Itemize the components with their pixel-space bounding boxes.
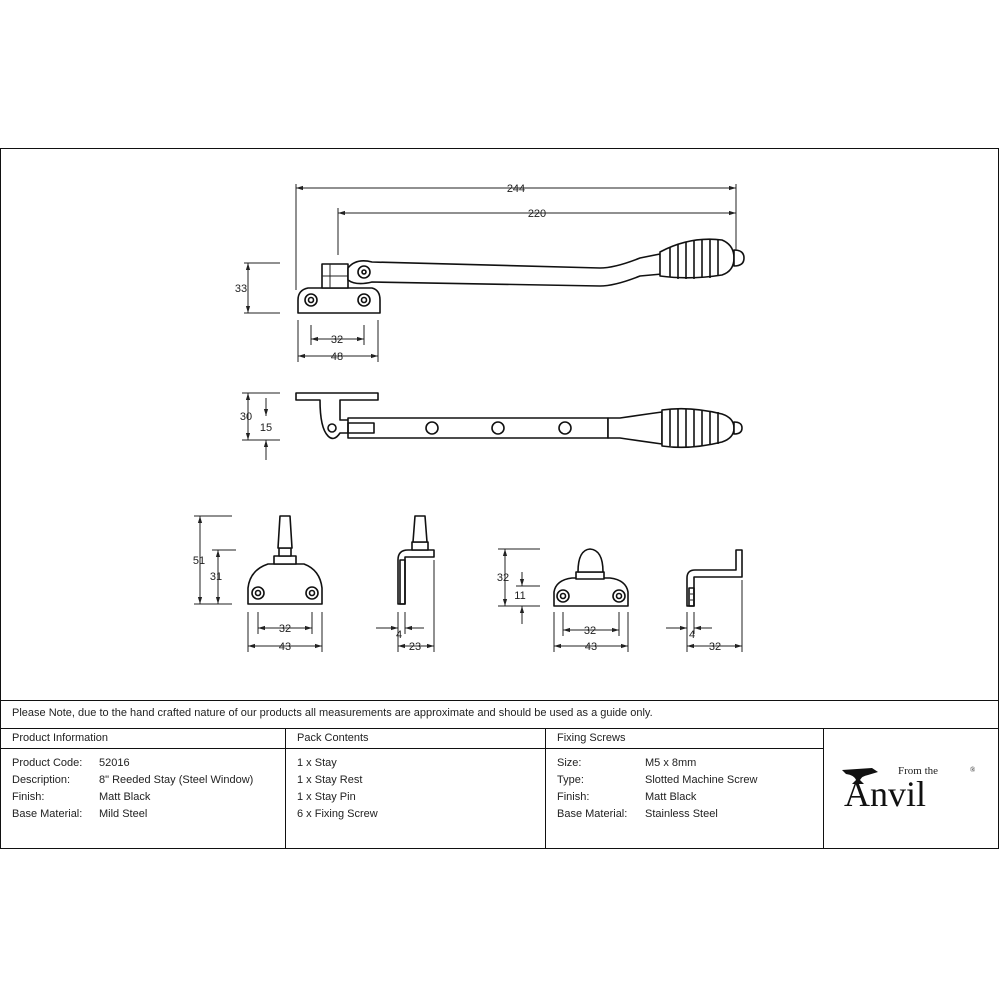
table-header-rule: [0, 748, 823, 749]
description-value: 8" Reeded Stay (Steel Window): [99, 774, 254, 786]
product-info-heading: Product Information: [12, 732, 108, 744]
pack-item: 1 x Stay: [297, 757, 337, 769]
description-label: Description:: [12, 774, 71, 786]
dim-48: 48: [330, 351, 344, 363]
dim-4-b: 4: [688, 629, 696, 641]
stay-pin-side-view: [376, 516, 434, 653]
table-top-rule: [0, 728, 999, 729]
dim-43-a: 43: [278, 641, 292, 653]
dim-11: 11: [514, 590, 526, 602]
dim-244: 244: [506, 183, 526, 195]
dim-15: 15: [259, 422, 273, 434]
screw-material-label: Base Material:: [557, 808, 628, 820]
dim-33: 33: [234, 283, 248, 295]
finish-label: Finish:: [12, 791, 45, 803]
dim-32-d: 32: [583, 625, 597, 637]
base-material-value: Mild Steel: [99, 808, 148, 820]
screw-finish-value: Matt Black: [645, 791, 697, 803]
screw-type-value: Slotted Machine Screw: [645, 774, 758, 786]
dim-32-b: 32: [278, 623, 292, 635]
finish-value: Matt Black: [99, 791, 151, 803]
stay-pin-front-view: [193, 516, 322, 653]
dim-32-c: 32: [496, 572, 510, 584]
screw-material-value: Stainless Steel: [645, 808, 718, 820]
screw-finish-label: Finish:: [557, 791, 590, 803]
stay-rest-front-view: [497, 549, 628, 653]
base-material-label: Base Material:: [12, 808, 83, 820]
fixing-screws-heading: Fixing Screws: [557, 732, 626, 744]
stay-top-view: [240, 393, 742, 460]
from-the-anvil-logo: [838, 760, 978, 820]
stay-rest-side-view: [666, 550, 742, 653]
product-code-value: 52016: [99, 757, 130, 769]
logo-small-text: From the: [898, 765, 939, 777]
logo-main-text: Anvil: [844, 774, 927, 814]
product-code-label: Product Code:: [12, 757, 83, 769]
measurement-note: Please Note, due to the hand crafted nature of our products all measurements are approximate and should be used as a guide only.: [12, 707, 653, 719]
screw-type-label: Type:: [557, 774, 584, 786]
dim-32-e: 32: [708, 641, 722, 653]
pack-item: 1 x Stay Pin: [297, 791, 356, 803]
column-divider-2: [545, 728, 546, 849]
dim-4-a: 4: [395, 629, 403, 641]
pack-contents-heading: Pack Contents: [297, 732, 369, 744]
screw-size-label: Size:: [557, 757, 582, 769]
dim-43-b: 43: [584, 641, 598, 653]
pack-item: 6 x Fixing Screw: [297, 808, 378, 820]
note-top-rule: [0, 700, 999, 701]
screw-size-value: M5 x 8mm: [645, 757, 697, 769]
stay-side-view: [235, 183, 744, 363]
dim-30: 30: [239, 411, 253, 423]
pack-item: 1 x Stay Rest: [297, 774, 363, 786]
column-divider-1: [285, 728, 286, 849]
dim-23: 23: [408, 641, 422, 653]
dim-51: 51: [192, 555, 206, 567]
dim-32-a: 32: [330, 334, 344, 346]
column-divider-3: [823, 728, 824, 849]
dim-31: 31: [209, 571, 223, 583]
dim-220: 220: [527, 208, 547, 220]
registered-mark: ®: [970, 766, 976, 774]
